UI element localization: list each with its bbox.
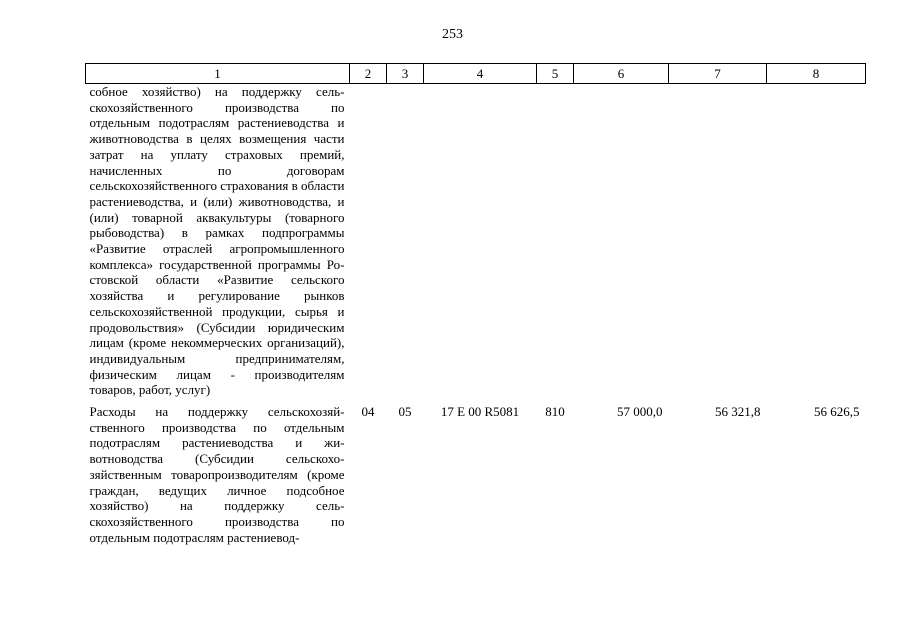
table-header-row <box>86 64 866 84</box>
header-col-6: 6 <box>574 64 669 84</box>
row-amount-3 <box>767 84 866 399</box>
row-target-code <box>424 84 537 399</box>
row-subsection: 05 <box>398 404 412 420</box>
header-col-5: 5 <box>537 64 574 84</box>
row-target-code: 17 Е 00 R5081 <box>440 404 520 420</box>
row-amount-3: 56 626,5 <box>814 404 860 420</box>
row-expense-type: 810 <box>545 404 565 420</box>
row-section <box>350 84 387 399</box>
row-amount-1 <box>574 84 669 399</box>
row-amount-2 <box>669 84 767 399</box>
header-col-7: 7 <box>669 64 767 84</box>
header-col-8: 8 <box>767 64 866 84</box>
page-number: 253 <box>442 27 463 42</box>
table-row <box>86 404 866 545</box>
header-col-1: 1 <box>86 64 350 84</box>
budget-table <box>85 63 866 545</box>
row-description: собное хозяйство) на поддержку сельскохозяйственного производства по отдельным подотраслям растениеводства и животноводства в целях возмещения части затрат на уплату страховых премий, начисленных по договорам сельскохозяйственного страхования в области растениеводства, и (или) животноводства, и (или) товарной аквакультуры (товарного рыбоводства) в рамках подпрограммы «Развитие отраслей агропромышленного комплекса» государственной программы Ростовской области «Развитие сельского хозяйства и регулирование рынков сельскохозяйственной продукции, сырья и продовольствия» (Субсидии юридическим лицам (кроме некоммерческих организаций), индивидуальным предпринимателям, физическим лицам - производителям товаров, работ, услуг) <box>89 84 345 398</box>
header-col-2: 2 <box>350 64 387 84</box>
row-amount-2: 56 321,8 <box>715 404 761 420</box>
header-col-4: 4 <box>424 64 537 84</box>
row-subsection <box>387 84 424 399</box>
row-section: 04 <box>361 404 375 420</box>
table-row <box>86 84 866 399</box>
row-expense-type <box>537 84 574 399</box>
row-description: Расходы на поддержку сельскохозяйственного производства по отдельным подотраслям растениеводства и животноводства (Субсидии сельскохозяйственным товаропроизводителям (кроме граждан, ведущих личное подсобное хозяйство) на поддержку сельскохозяйственного производства по отдельным подотраслям растениевод- <box>89 404 345 545</box>
row-amount-1: 57 000,0 <box>617 404 663 420</box>
header-col-3: 3 <box>387 64 424 84</box>
